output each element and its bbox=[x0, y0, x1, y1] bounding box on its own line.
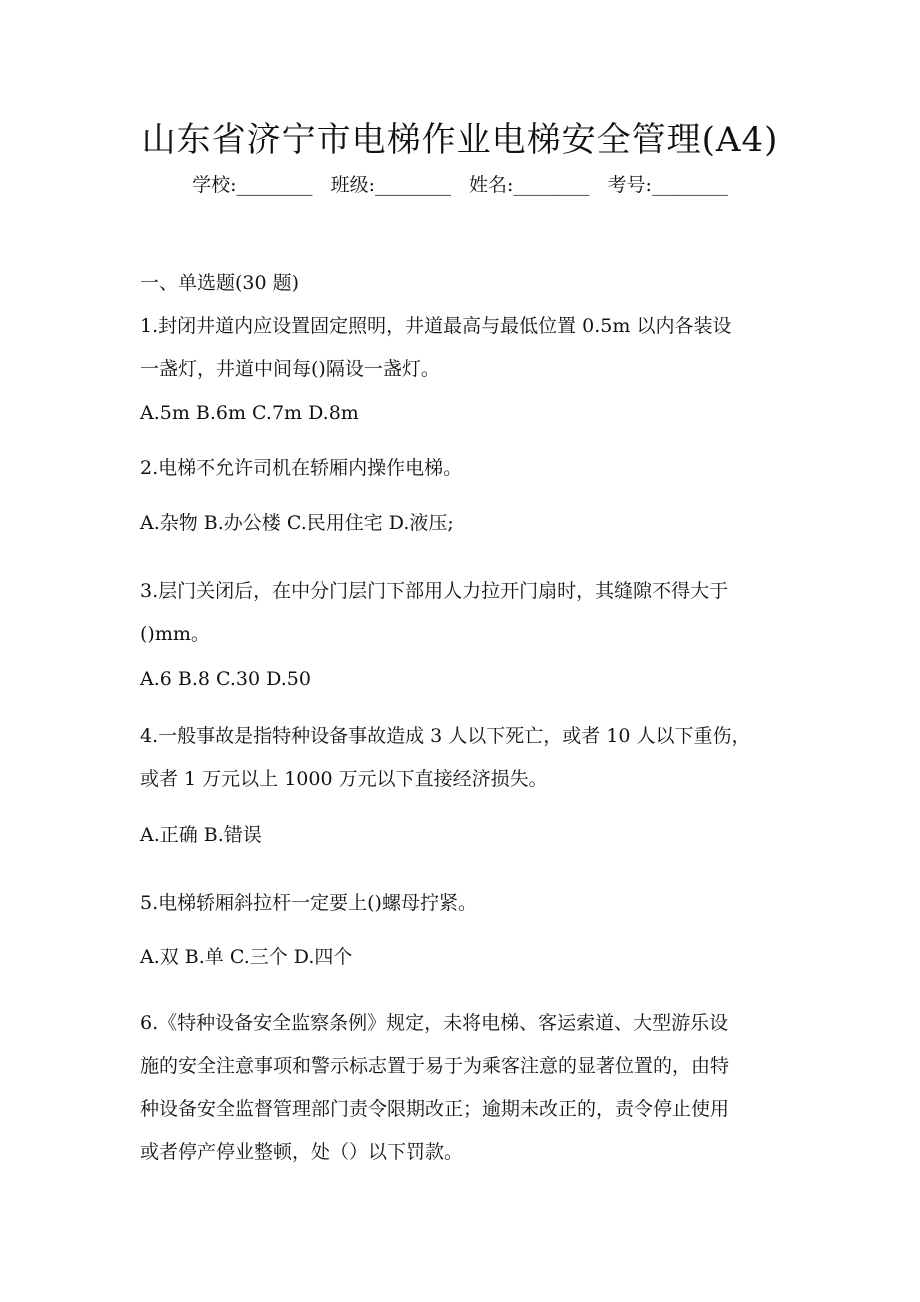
question-text-line: 2.电梯不允许司机在轿厢内操作电梯。 bbox=[140, 457, 463, 479]
question-5 bbox=[140, 882, 790, 925]
exam-number-field: 考号:________ bbox=[607, 174, 728, 196]
section-heading: 一、单选题(30 题) bbox=[140, 272, 300, 294]
question-3 bbox=[140, 570, 790, 656]
student-info-line bbox=[0, 170, 920, 197]
question-1-options: A.5m B.6m C.7m D.8m bbox=[140, 402, 359, 424]
question-5-options: A.双 B.单 C.三个 D.四个 bbox=[140, 946, 353, 968]
question-text-line: 种设备安全监督管理部门责令限期改正；逾期未改正的，责令停止使用 bbox=[140, 1098, 730, 1120]
question-2 bbox=[140, 447, 790, 490]
question-text-line: 或者 1 万元以上 1000 万元以下直接经济损失。 bbox=[140, 768, 548, 790]
name-field: 姓名:________ bbox=[469, 174, 590, 196]
question-text-line: 5.电梯轿厢斜拉杆一定要上()螺母拧紧。 bbox=[140, 892, 477, 914]
page-title: 山东省济宁市电梯作业电梯安全管理(A4) bbox=[141, 120, 779, 160]
question-6 bbox=[140, 1002, 790, 1174]
question-text-line: 一盏灯，井道中间每()隔设一盏灯。 bbox=[140, 358, 440, 380]
question-2-options: A.杂物 B.办公楼 C.民用住宅 D.液压; bbox=[140, 512, 454, 534]
class-field: 班级:________ bbox=[330, 174, 451, 196]
question-4 bbox=[140, 715, 790, 801]
question-text-line: 1.封闭井道内应设置固定照明，井道最高与最低位置 0.5m 以内各装设 bbox=[140, 315, 732, 337]
question-text-line: 6.《特种设备安全监察条例》规定，未将电梯、客运索道、大型游乐设 bbox=[140, 1012, 729, 1034]
question-text-line: 3.层门关闭后，在中分门层门下部用人力拉开门扇时，其缝隙不得大于 bbox=[140, 580, 729, 602]
question-text-line: ()mm。 bbox=[140, 623, 210, 645]
question-text-line: 施的安全注意事项和警示标志置于易于为乘客注意的显著位置的，由特 bbox=[140, 1055, 730, 1077]
question-4-options: A.正确 B.错误 bbox=[140, 824, 262, 846]
question-3-options: A.6 B.8 C.30 D.50 bbox=[140, 668, 311, 690]
school-field: 学校:________ bbox=[192, 174, 313, 196]
question-text-line: 4.一般事故是指特种设备事故造成 3 人以下死亡，或者 10 人以下重伤， bbox=[140, 725, 751, 747]
question-text-line: 或者停产停业整顿，处（）以下罚款。 bbox=[140, 1141, 464, 1163]
question-1 bbox=[140, 305, 790, 391]
